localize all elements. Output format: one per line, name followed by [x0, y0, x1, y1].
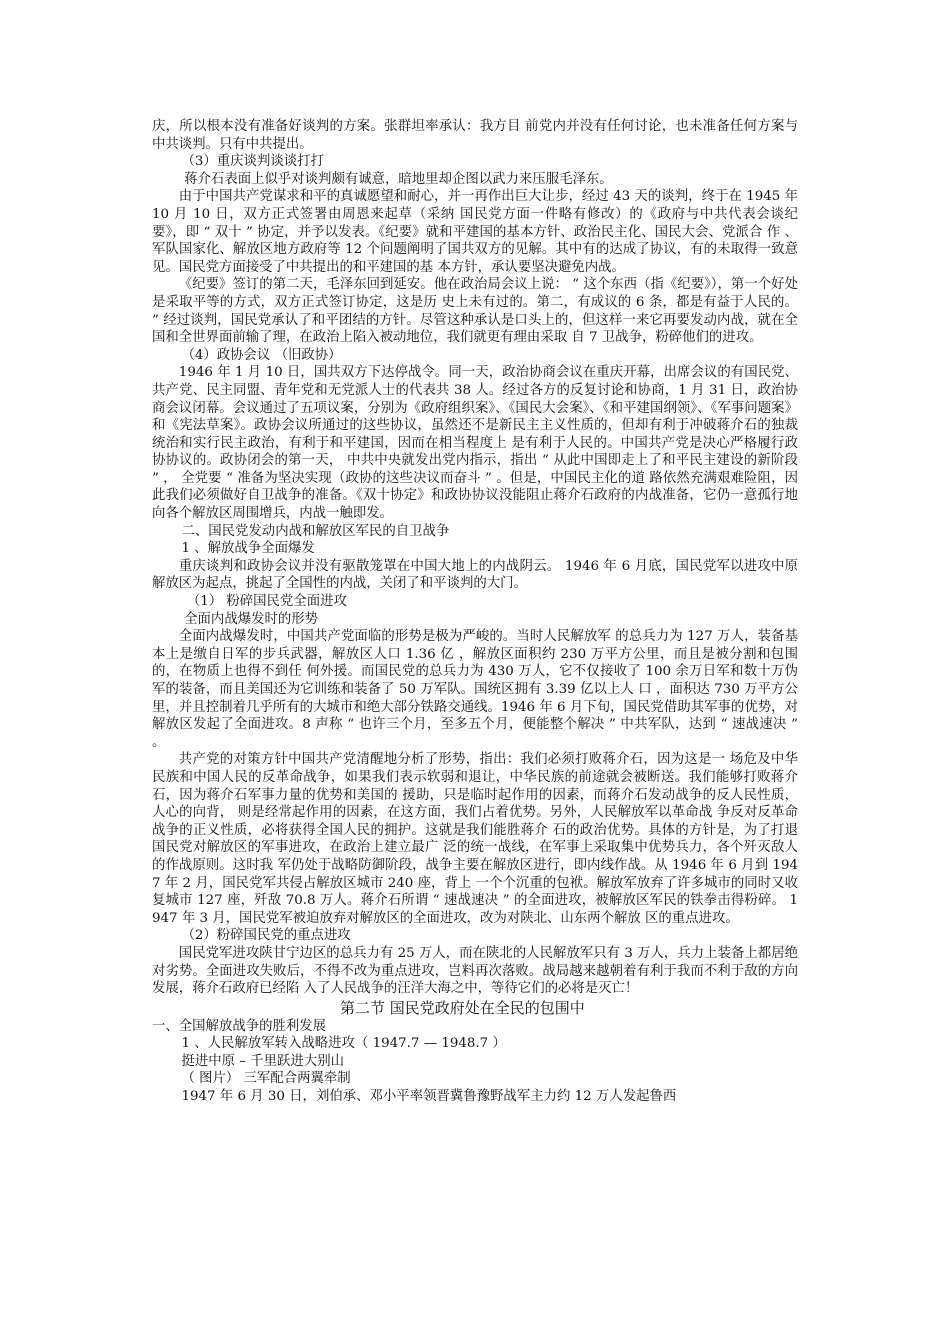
heading-situation: 全面内战爆发时的形势 — [184, 611, 319, 627]
heading-war-outbreak: 1 、解放战争全面爆发 — [181, 541, 315, 557]
document-page — [152, 118, 798, 1106]
heading-picture-note: （ 图片） 三军配合两翼牵制 — [181, 1071, 351, 1087]
text-last-line: 1947 年 6 月 30 日，刘伯承、邓小平率领晋冀鲁豫野战军主力约 12 万人发起鲁西 — [181, 1089, 677, 1105]
text-line-1: 庆，所以根本没有准备好谈判的方案。张群坦率承认：我方目 前党内并没有任何讨论，也未准备任何方案与中共谈判。只有中共提出。 — [152, 119, 798, 152]
heading-pcc: （4）政协会议 （旧政协） — [181, 347, 342, 363]
section-title: 第二节 国民党政府处在全民的包围中 — [340, 998, 585, 1017]
heading-crush-offensive: （1） 粉碎国民党全面进攻 — [186, 594, 347, 610]
paragraph-key-offensive: 国民党军进攻陕甘宁边区的总兵力有 25 万人，而在陕北的人民解放军只有 3 万人，兵力上装备上都居绝对劣势。全面进攻失败后，不得不改为重点进攻，岂料再次落败。战局越来越朝着有利于我而不利于敌的方向发展，蒋介石政府已经陷 入了人民战争的汪洋大海之中，等待它们的必将是灭亡！ — [152, 945, 798, 997]
heading-section-two: 二、国民党发动内战和解放区军民的自卫战争 — [181, 523, 450, 539]
paragraph-policy: 共产党的对策方针中国共产党清醒地分析了形势，指出：我们必须打败蒋介石，因为这是一 场危及中华民族和中国人民的反革命战争，如果我们表示软弱和退让，中华民族的前途就会被断送。我们能够打败蒋介石，因为蒋介石军事力量的优势和美国的 援助，只是临时起作用的因素，而蒋介石发动战争的反人民性质，人心的向背， 则是经常起作用的因素，在这方面，我们占着优势。另外，人民解放军以革命战 争反对反革命战争的正义性质，必将获得全国人民的拥护。这就是我们能胜蒋介 石的政治优势。具体的方针是，为了打退国民党对解放区的军事进攻，在政治上建立最广 泛的统一战线，在军事上采取集中优势兵力，各个歼灭敌人的作战原则。这时我 军仍处于战略防御阶段，战争主要在解放区进行，即内线作战。从 1946 年 6 月到 1947 年 2 月，国民党军共侵占解放区城市 240 座，背上 一个个沉重的包袱。解放军放弃了许多城市的同时又收复城市 127 座，歼敌 70.8 万人。蒋介石所谓 “ 速战速决 ” 的全面进攻，被解放区军民的铁拳击得粉碎。 1 947 年 3 月，国民党军被迫放弃对解放区的全面进攻，改为对陕北、山东两个解放 区的重点进攻。 — [152, 752, 798, 926]
text-line-3: 蒋介石表面上似乎对谈判颇有诚意，暗地里却企图以武力来压服毛泽东。 — [184, 171, 613, 187]
heading-strategic-offensive: 1 、人民解放军转入战略进攻（ 1947.7 — 1948.7 ） — [181, 1036, 506, 1052]
paragraph-summary: 《纪要》签订的第二天，毛泽东回到延安。他在政治局会议上说： “ 这个东西（指《纪要》），第一个好处是采取平等的方式，双方正式签订协定，这是历 史上未有过的。第二，有成议的 6 条，都是有益于人民的。 ” 经过谈判，国民党承认了和平团结的方针。尽管这种承认是口头上的，但这样一来它再要发动内战，就在全国和全世界面前输了理，在政治上陷入被动地位，我们就更有理由采取 自 7 卫战争，粉碎他们的进攻。 — [152, 277, 798, 346]
paragraph-situation: 全面内战爆发时，中国共产党面临的形势是极为严峻的。当时人民解放军 的总兵力为 127 万人，装备基本上是缴自日军的步兵武器，解放区人口 1.36 亿 ，解放区面积约 230 万平方公里，而且是被分割和包围的，在物质上也得不到任 何外援。而国民党的总兵力为 430 万人，它不仅接收了 100 余万日军和数十万伪 军的装备，而且美国还为它训练和装备了 50 万军队。国统区拥有 3.39 亿以上人 口 ，面积达 730 万平方公里，并且控制着几乎所有的大城市和绝大部分铁路交通线。1946 年 6 月下旬，国民党借助其军事的优势，对解放区发起了全面进攻。8 声称 “ 也许三个月，至多五个月，便能整个解决 ” 中共军队，达到 “ 速战速决 ” 。 — [152, 629, 798, 750]
heading-dabieshan: 挺进中原 – 千里跃进大别山 — [181, 1053, 344, 1069]
paragraph-pcc: 1946 年 1 月 10 日，国共双方下达停战令。同一天，政治协商会议在重庆开幕，出席会议的有国民党、共产党、民主同盟、青年党和无党派人士的代表共 38 人。经过各方的反复讨论和协商，1 月 31 日，政治协商会议闭幕。会议通过了五项议案，分别为《政府组织案》、《国民大会案》、《和平建国纲领》、《军事问题案》和《宪法草案》。政协会议所通过的这些协议，虽然还不是新民主主义性质的，但却有利于冲破蒋介石的独裁统治和实行民主政治，有利于和平建国，因而在相当程度上 是有利于人民的。中国共产党是决心严格履行政协协议的。政协闭会的第一天， 中共中央就发出党内指示，指出 “ 从此中国即走上了和平民主建设的新阶段 ” ， 全党要 “ 准备为坚决实现（政协的这些决议而奋斗 ” 。但是，中国民主化的道 路依然充满艰难险阻，因此我们必须做好自卫战争的准备。《双十协定》和政协协议没能阻止蒋介石政府的内战准备，它仍一意孤行地向各个解放区周围增兵，内战一触即发。 — [152, 365, 798, 522]
heading-key-offensive: （2）粉碎国民党的重点进攻 — [181, 928, 351, 944]
heading-chongqing-talks: （3）重庆谈判谈谈打打 — [181, 154, 324, 170]
paragraph-war-outbreak: 重庆谈判和政协会议并没有驱散笼罩在中国大地上的内战阴云。 1946 年 6 月底，国民党军以进攻中原解放区为起点，挑起了全国性的内战，关闭了和平谈判的大门。 — [152, 558, 798, 592]
heading-victory: 一、全国解放战争的胜利发展 — [152, 1018, 327, 1034]
paragraph-double-ten: 由于中国共产党谋求和平的真诚愿望和耐心，并一再作出巨大让步，经过 43 天的谈判，终于在 1945 年 10 月 10 日，双方正式签署由周恩来起草（采纳 国民党方面一件略有修改）的《政府与中共代表会谈纪要》，即 “ 双十 ” 协定，并予以发表。《纪要》就和平建国的基本方针、政治民主化、国民大会、党派合 作 、军队国家化、解放区地方政府等 12 个问题阐明了国共双方的见解。其中有的达成了协议，有的未取得一致意见。国民党方面接受了中共提出的和平建国的基 本方针，承认要坚决避免内战。 — [152, 189, 798, 275]
